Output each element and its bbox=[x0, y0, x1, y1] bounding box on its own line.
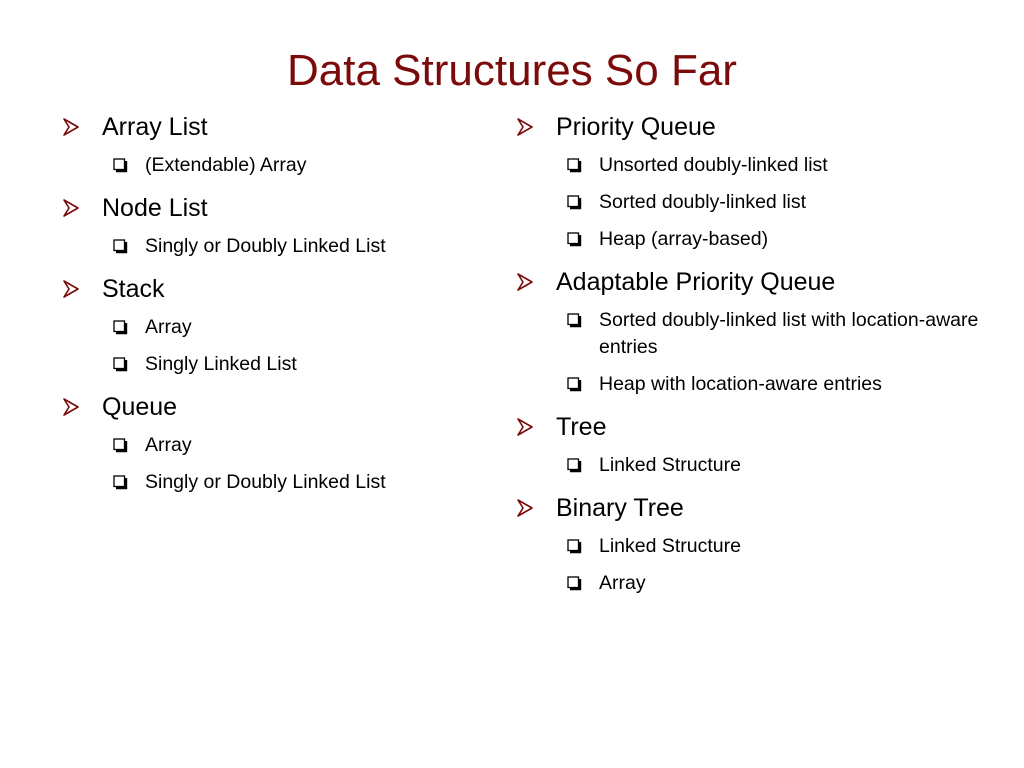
bullet-label: Tree bbox=[556, 413, 607, 441]
sub-bullet-label: Array bbox=[145, 316, 192, 338]
arrow-bullet-icon bbox=[514, 265, 556, 299]
checkbox-bullet-icon bbox=[567, 570, 599, 597]
sub-bullet-item bbox=[567, 226, 994, 253]
checkbox-bullet-icon bbox=[567, 307, 599, 334]
bullet-label: Array List bbox=[102, 113, 208, 141]
sub-bullet-label: Sorted doubly-linked list bbox=[599, 191, 807, 213]
sub-bullet-item bbox=[567, 189, 994, 216]
sub-bullet-label: Heap with location-aware entries bbox=[599, 373, 882, 395]
sub-bullet-item bbox=[567, 371, 994, 398]
sub-bullet-label: Array bbox=[599, 572, 646, 594]
bullet-item bbox=[514, 110, 994, 253]
sub-bullet-list bbox=[514, 452, 994, 479]
bullet-label: Adaptable Priority Queue bbox=[556, 268, 836, 296]
bullet-item bbox=[514, 265, 994, 398]
right-column bbox=[514, 110, 994, 597]
bullet-row bbox=[60, 191, 480, 225]
sub-bullet-item bbox=[567, 452, 994, 479]
sub-bullet-label: Singly Linked List bbox=[145, 353, 297, 375]
sub-bullet-item bbox=[113, 351, 480, 378]
sub-bullet-list bbox=[514, 533, 994, 597]
bullet-label: Priority Queue bbox=[556, 113, 716, 141]
bullet-item bbox=[514, 491, 994, 597]
sub-bullet-item bbox=[113, 314, 480, 341]
bullet-item bbox=[60, 191, 480, 260]
bullet-label: Queue bbox=[102, 393, 178, 421]
bullet-item bbox=[60, 390, 480, 496]
sub-bullet-list bbox=[60, 432, 480, 496]
bullet-row bbox=[60, 272, 480, 306]
checkbox-bullet-icon bbox=[113, 351, 145, 378]
checkbox-bullet-icon bbox=[567, 533, 599, 560]
checkbox-bullet-icon bbox=[567, 226, 599, 253]
checkbox-bullet-icon bbox=[567, 371, 599, 398]
sub-bullet-list bbox=[60, 152, 480, 179]
sub-bullet-label: (Extendable) Array bbox=[145, 154, 307, 176]
bullet-item bbox=[60, 272, 480, 378]
checkbox-bullet-icon bbox=[113, 233, 145, 260]
bullet-row bbox=[60, 390, 480, 424]
sub-bullet-label: Heap (array-based) bbox=[599, 228, 769, 250]
sub-bullet-label: Linked Structure bbox=[599, 535, 741, 557]
sub-bullet-item bbox=[567, 307, 994, 361]
bullet-row bbox=[60, 110, 480, 144]
sub-bullet-label: Array bbox=[145, 434, 192, 456]
sub-bullet-list bbox=[514, 307, 994, 398]
bullet-row bbox=[514, 265, 994, 299]
sub-bullet-item bbox=[567, 570, 994, 597]
arrow-bullet-icon bbox=[514, 410, 556, 444]
checkbox-bullet-icon bbox=[113, 152, 145, 179]
sub-bullet-label: Unsorted doubly-linked list bbox=[599, 154, 828, 176]
bullet-label: Node List bbox=[102, 194, 208, 222]
slide-title: Data Structures So Far bbox=[287, 46, 737, 96]
sub-bullet-item bbox=[113, 432, 480, 459]
sub-bullet-label: Singly or Doubly Linked List bbox=[145, 471, 386, 493]
sub-bullet-label: Linked Structure bbox=[599, 454, 741, 476]
arrow-bullet-icon bbox=[60, 110, 102, 144]
arrow-bullet-icon bbox=[514, 110, 556, 144]
arrow-bullet-icon bbox=[60, 390, 102, 424]
checkbox-bullet-icon bbox=[113, 432, 145, 459]
arrow-bullet-icon bbox=[514, 491, 556, 525]
checkbox-bullet-icon bbox=[113, 469, 145, 496]
bullet-label: Stack bbox=[102, 275, 165, 303]
sub-bullet-item bbox=[113, 469, 480, 496]
bullet-label: Binary Tree bbox=[556, 494, 684, 522]
sub-bullet-list bbox=[60, 233, 480, 260]
checkbox-bullet-icon bbox=[567, 452, 599, 479]
sub-bullet-item bbox=[567, 152, 994, 179]
arrow-bullet-icon bbox=[60, 272, 102, 306]
sub-bullet-list bbox=[514, 152, 994, 253]
left-column bbox=[60, 110, 480, 496]
bullet-row bbox=[514, 410, 994, 444]
checkbox-bullet-icon bbox=[567, 189, 599, 216]
sub-bullet-label: Sorted doubly-linked list with location-aware entries bbox=[599, 309, 979, 358]
bullet-row bbox=[514, 491, 994, 525]
bullet-item bbox=[60, 110, 480, 179]
arrow-bullet-icon bbox=[60, 191, 102, 225]
sub-bullet-list bbox=[60, 314, 480, 378]
sub-bullet-item bbox=[113, 152, 480, 179]
sub-bullet-item bbox=[113, 233, 480, 260]
sub-bullet-label: Singly or Doubly Linked List bbox=[145, 235, 386, 257]
sub-bullet-item bbox=[567, 533, 994, 560]
bullet-row bbox=[514, 110, 994, 144]
bullet-item bbox=[514, 410, 994, 479]
checkbox-bullet-icon bbox=[567, 152, 599, 179]
checkbox-bullet-icon bbox=[113, 314, 145, 341]
